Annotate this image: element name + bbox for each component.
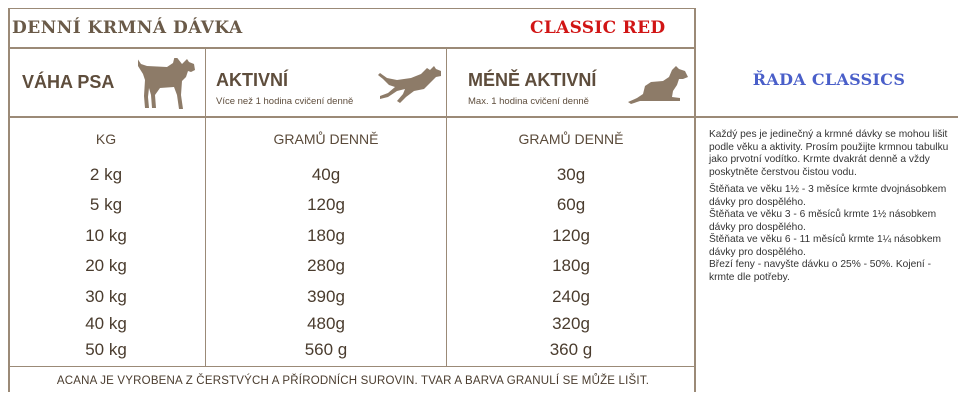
weight-cell: 2 kg bbox=[89, 165, 123, 184]
weight-cell: 40 kg bbox=[85, 314, 127, 333]
weight-column-title: VÁHA PSA bbox=[22, 72, 115, 92]
rule-above-footer bbox=[8, 366, 696, 367]
active-grams-cell: 280g bbox=[307, 256, 345, 275]
rule-under-title bbox=[8, 47, 696, 49]
active-grams-cell: 180g bbox=[307, 226, 345, 245]
less-active-grams-cell: 120g bbox=[552, 226, 590, 245]
running-dog-icon bbox=[378, 66, 442, 104]
less-active-column-title: MÉNĚ AKTIVNÍ bbox=[468, 70, 597, 90]
active-grams-cell: 40g bbox=[311, 165, 341, 184]
note-puppies-1: Štěňata ve věku 1½ - 3 měsíce krmte dvojnásobkem dávky pro dospělého. bbox=[709, 184, 947, 208]
less-active-grams-cell: 360 g bbox=[549, 340, 593, 359]
active-grams-cell: 390g bbox=[307, 287, 345, 306]
active-unit-header: GRAMŮ DENNĚ bbox=[273, 131, 379, 147]
note-pregnant: Březí feny - navyšte dávku o 25% - 50%. Kojení - krmte dle potřeby. bbox=[709, 259, 931, 283]
frame-top bbox=[8, 8, 696, 9]
footer-note: ACANA JE VYROBENA Z ČERSTVÝCH A PŘÍRODNÍCH SUROVIN. TVAR A BARVA GRANULÍ SE MŮŽE LIŠIT. bbox=[56, 375, 650, 387]
less-active-grams-cell: 60g bbox=[556, 195, 586, 214]
weight-cell: 20 kg bbox=[85, 256, 127, 275]
active-grams-cell: 480g bbox=[307, 314, 345, 333]
product-series: ŘADA CLASSICS bbox=[752, 70, 906, 89]
lying-dog-icon bbox=[622, 66, 690, 104]
feeding-notes bbox=[709, 129, 951, 284]
note-puppies-2: Štěňata ve věku 3 - 6 měsíců krmte 1½ násobkem dávky pro dospělého. bbox=[709, 209, 937, 233]
note-puppies-3: Štěňata ve věku 6 - 11 měsíců krmte 1¼ násobkem dávky pro dospělého. bbox=[709, 234, 941, 258]
weight-cell: 30 kg bbox=[85, 287, 127, 306]
active-column-title: AKTIVNÍ bbox=[216, 70, 288, 90]
rule-under-headers bbox=[8, 116, 958, 118]
standing-dog-icon bbox=[138, 58, 196, 110]
active-grams-cell: 120g bbox=[307, 195, 345, 214]
product-name: CLASSIC RED bbox=[530, 18, 666, 38]
less-active-unit-header: GRAMŮ DENNĚ bbox=[518, 131, 624, 147]
weight-cell: 5 kg bbox=[89, 195, 123, 214]
weight-cell: 50 kg bbox=[85, 340, 127, 359]
active-column-subtitle: Více než 1 hodina cvičení denně bbox=[216, 96, 354, 107]
less-active-column-subtitle: Max. 1 hodina cvičení denně bbox=[468, 96, 589, 107]
weight-unit-header: KG bbox=[95, 131, 117, 147]
less-active-grams-cell: 30g bbox=[556, 165, 586, 184]
active-grams-cell: 560 g bbox=[304, 340, 348, 359]
less-active-grams-cell: 320g bbox=[552, 314, 590, 333]
less-active-grams-cell: 180g bbox=[552, 256, 590, 275]
note-general: Každý pes je jedinečný a krmné dávky se mohou lišit podle věku a aktivity. Prosím použijte krmnou tabulku jako prvotní vodítko. Krmte dvakrát denně a vždy poskytněte čerstvou čistou vodu. bbox=[709, 129, 949, 178]
less-active-grams-cell: 240g bbox=[552, 287, 590, 306]
page-title: DENNÍ KRMNÁ DÁVKA bbox=[12, 18, 243, 38]
weight-cell: 10 kg bbox=[85, 226, 127, 245]
